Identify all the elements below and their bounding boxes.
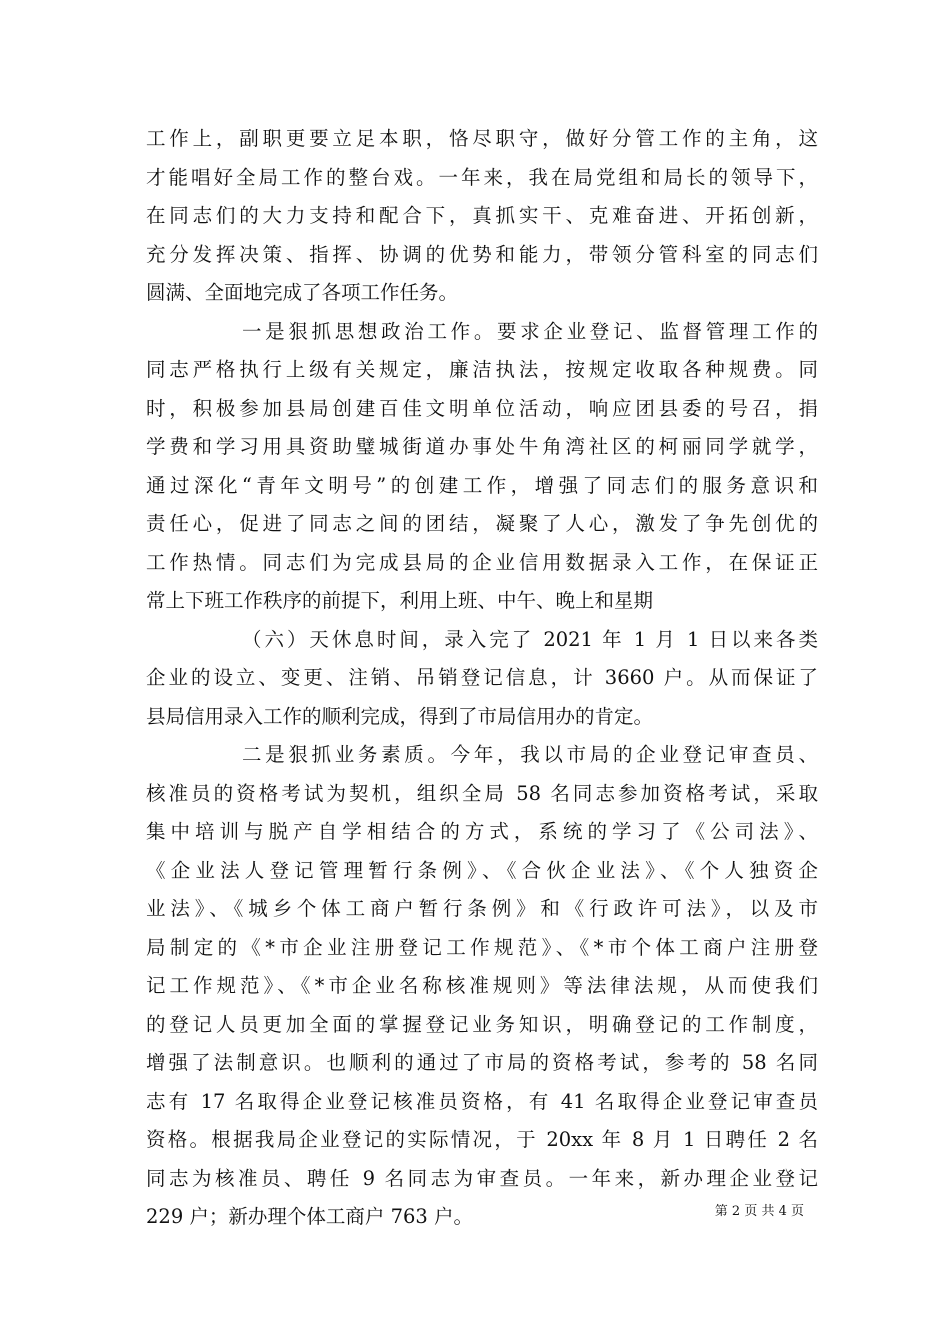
text-line: 二是狠抓业务素质。今年，我以市局的企业登记审查员、 [242, 743, 818, 766]
text-line: 资格。根据我局企业登记的实际情况，于 20xx 年 8 月 1 日聘任 2 名 [146, 1128, 818, 1151]
text-line: 局制定的《*市企业注册登记工作规范》、《*市个体工商户注册登 [146, 935, 818, 959]
text-line: 责任心，促进了同志之间的团结，凝聚了人心，激发了争先创优的 [146, 512, 818, 535]
text-line: 时，积极参加县局创建百佳文明单位活动，响应团县委的号召，捐 [146, 396, 818, 420]
text-line: 工作热情。同志们为完成县局的企业信用数据录入工作，在保证正 [146, 550, 818, 574]
text-line: 志有 17 名取得企业登记核准员资格，有 41 名取得企业登记审查员 [146, 1089, 818, 1113]
text-line: 通过深化“青年文明号”的创建工作，增强了同志们的服务意识和 [146, 473, 818, 497]
text-line: 一是狠抓思想政治工作。要求企业登记、监督管理工作的 [242, 319, 818, 343]
text-line: 才能唱好全局工作的整台戏。一年来，我在局党组和局长的领导下， [146, 165, 818, 189]
body-text [146, 120, 818, 1237]
text-line: 的登记人员更加全面的掌握登记业务知识，明确登记的工作制度， [146, 1012, 818, 1036]
text-line: 229 户；新办理个体工商户 763 户。 [146, 1205, 474, 1228]
text-line: 充分发挥决策、指挥、协调的优势和能力，带领分管科室的同志们 [146, 242, 818, 266]
page-number: 第 2 页 共 4 页 [714, 1204, 804, 1219]
text-line: 在同志们的大力支持和配合下，真抓实干、克难奋进、开拓创新， [146, 204, 818, 227]
text-line: 集中培训与脱产自学相结合的方式，系统的学习了《公司法》、 [146, 820, 818, 843]
text-line: 同志严格执行上级有关规定，廉洁执法，按规定收取各种规费。同 [146, 358, 818, 381]
text-line: 圆满、全面地完成了各项工作任务。 [146, 281, 459, 304]
text-line: 业法》、《城乡个体工商户暂行条例》和《行政许可法》，以及市 [146, 897, 818, 920]
text-line: 县局信用录入工作的顺利完成，得到了市局信用办的肯定。 [146, 704, 654, 728]
text-line: 核准员的资格考试为契机，组织全局 58 名同志参加资格考试，采取 [146, 781, 818, 805]
text-line: 增强了法制意识。也顺利的通过了市局的资格考试，参考的 58 名同 [146, 1051, 818, 1074]
text-line: 常上下班工作秩序的前提下，利用上班、中午、晚上和星期 [146, 589, 654, 612]
text-line: （六）天休息时间，录入完了 2021 年 1 月 1 日以来各类 [242, 627, 818, 651]
text-line: 《企业法人登记管理暂行条例》、《合伙企业法》、《个人独资企 [146, 858, 818, 882]
text-line: 企业的设立、变更、注销、吊销登记信息，计 3660 户。从而保证了 [146, 666, 818, 689]
text-line: 工作上，副职更要立足本职，恪尽职守，做好分管工作的主角，这 [146, 127, 818, 150]
text-line: 记工作规范》、《*市企业名称核准规则》等法律法规，从而使我们 [146, 974, 818, 997]
text-line: 学费和学习用具资助璧城街道办事处牛角湾社区的柯丽同学就学， [146, 435, 818, 458]
text-line: 同志为核准员、聘任 9 名同志为审查员。一年来，新办理企业登记 [146, 1166, 818, 1190]
